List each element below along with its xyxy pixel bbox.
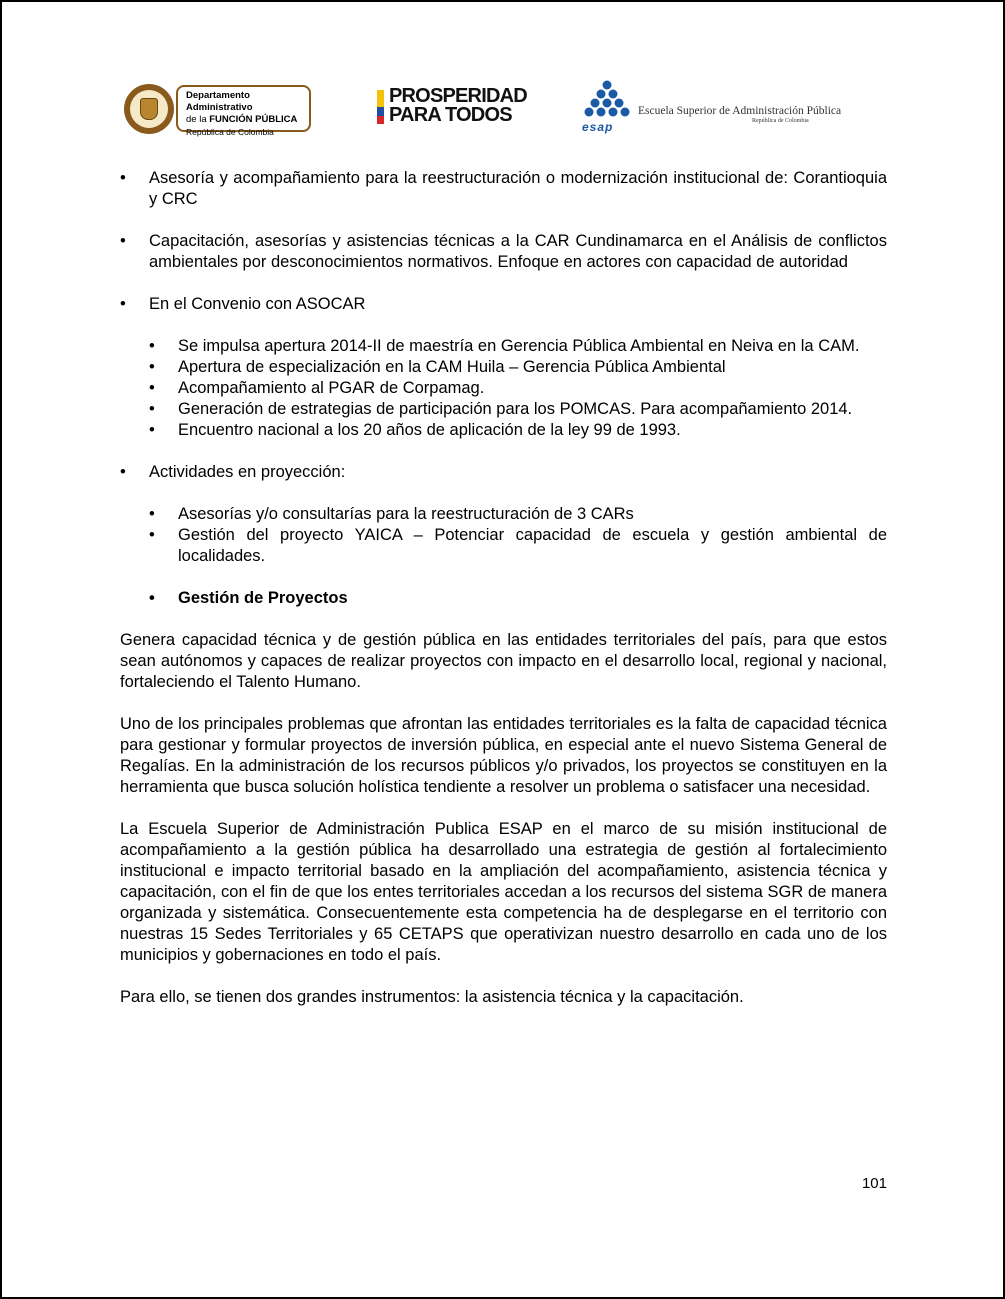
bullet-item: • Actividades en proyección: <box>120 462 887 483</box>
dafp-line2: de la FUNCIÓN PÚBLICA <box>186 114 298 125</box>
sub-bullet-item: • Generación de estrategias de participación para los POMCAS. Para acompañamiento 2014. <box>120 399 887 420</box>
dafp-line3: República de Colombia <box>186 127 274 137</box>
bullet-item: • Asesoría y acompañamiento para la reestructuración o modernización institucional de: Corantioquia y CRC <box>120 168 887 210</box>
paragraph: Genera capacidad técnica y de gestión pública en las entidades territoriales del país, para que estos sean autónomos y capaces de realizar proyectos con impacto en el desarrollo local, regional y nacional, fortaleciendo el Talento Humano. <box>120 631 887 691</box>
esap-full-name: Escuela Superior de Administración Pública <box>638 105 842 117</box>
esap-acronym: esap <box>582 120 614 134</box>
prosperidad-para-todos-logo <box>389 87 527 125</box>
sub-bullet-item: • Acompañamiento al PGAR de Corpamag. <box>120 378 887 399</box>
sub-bullet-item: • Apertura de especialización en la CAM Huila – Gerencia Pública Ambiental <box>120 357 887 378</box>
sub-bullet-item: • Gestión del proyecto YAICA – Potenciar capacidad de escuela y gestión ambiental de localidades. <box>120 525 887 567</box>
page-number: 101 <box>861 1175 887 1192</box>
bullet-item: • En el Convenio con ASOCAR <box>120 294 887 315</box>
prosperidad-line1: PROSPERIDAD <box>389 85 527 107</box>
bullet-item: • Capacitación, asesorías y asistencias técnicas a la CAR Cundinamarca en el Análisis de conflictos ambientales por desconocimientos normativos. Enfoque en actores con capacidad de autoridad <box>120 231 887 273</box>
paragraph: Para ello, se tienen dos grandes instrumentos: la asistencia técnica y la capacitación. <box>120 988 744 1006</box>
esap-dots-logo-icon <box>582 80 632 120</box>
sub-bullet-item: • Asesorías y/o consultarías para la reestructuración de 3 CARs <box>120 504 887 525</box>
colombia-coat-of-arms-seal-icon <box>124 84 174 134</box>
paragraph: La Escuela Superior de Administración Publica ESAP en el marco de su misión institucional de acompañamiento a la gestión pública ha desarrollado una estrategia de gestión al fortalecimiento institucional e impacto territorial basado en la ampliación del acompañamiento, asistencia técnica y capacitación, con el fin de que los entes territoriales accedan a los recursos del sistema SGR de manera organizada y sistemática. Consecuentemente esta competencia ha de desplegarse en el territorio con nuestras 15 Sedes Territoriales y 65 CETAPS que operativizan nuestro desarrollo en cada uno de los municipios y gobernaciones en todo el país. <box>120 820 887 964</box>
funcion-publica-logo <box>176 85 311 137</box>
top-bullet-list <box>120 168 887 630</box>
sub-bullet-item: • Encuentro nacional a los 20 años de aplicación de la ley 99 de 1993. <box>120 420 887 441</box>
paragraph: Uno de los principales problemas que afrontan las entidades territoriales es la falta de capacidad técnica para gestionar y formular proyectos de inversión pública, en especial ante el nuevo Sistema General de Regalías. En la administración de los recursos públicos y/o privados, los proyectos se constituyen en la herramienta que busca solución holística tendiente a resolver un problema o satisfacer una necesidad. <box>120 715 887 796</box>
prosperidad-line2: PARA TODOS <box>389 104 512 126</box>
colombia-flag-bar-icon <box>377 90 384 124</box>
page-content <box>120 168 887 1008</box>
dafp-line1: Departamento Administrativo <box>186 90 253 113</box>
section-heading: • Gestión de Proyectos <box>120 588 887 609</box>
sub-bullet-item: • Se impulsa apertura 2014-II de maestría en Gerencia Pública Ambiental en Neiva en la CAM. <box>120 336 887 357</box>
esap-country: República de Colombia <box>752 118 809 124</box>
page-header <box>2 80 1003 140</box>
